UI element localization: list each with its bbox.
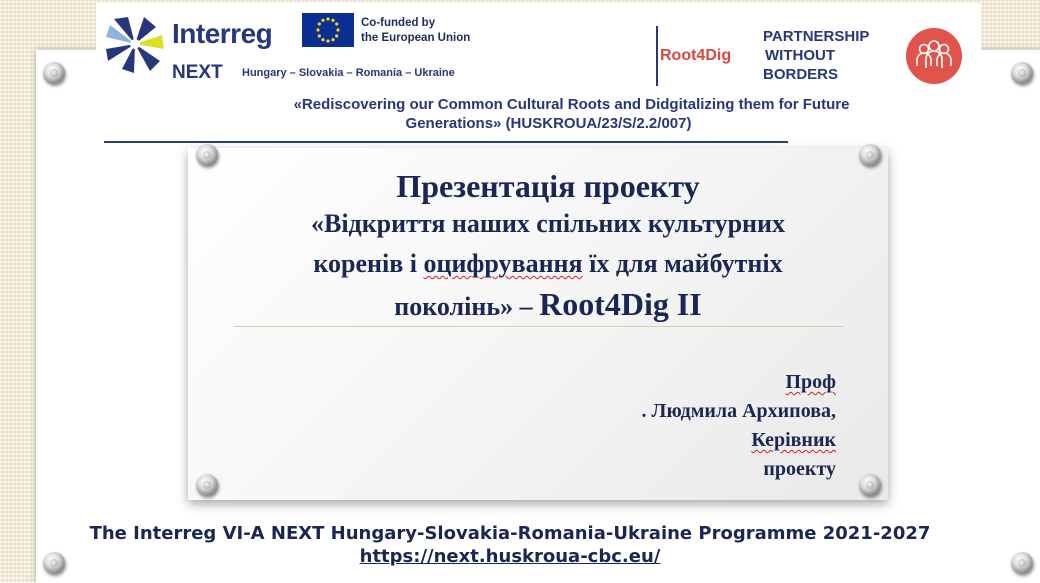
title-segment: поколінь» – <box>394 292 540 321</box>
title-line <box>188 284 888 327</box>
author-title-spellcheck: Проф <box>785 371 836 393</box>
author-role-spellcheck: Керівник <box>751 429 836 451</box>
project-title-line: Generations» (HUSKROUA/23/S/2.2/007) <box>405 115 692 132</box>
thumbtack-icon <box>196 474 218 496</box>
project-title-line: «Rediscovering our Common Cultural Roots and Didgitalizing them for Future <box>293 96 850 113</box>
partnership-without-borders <box>763 27 869 84</box>
cofunded-line: the European Union <box>361 32 471 44</box>
cofunded-line: Co-funded by <box>361 17 436 29</box>
partnership-line: BORDERS <box>763 66 839 83</box>
title-segment: їх для майбутніх <box>582 249 783 278</box>
author-name <box>642 368 836 426</box>
title-project-name: Root4Dig II <box>539 286 702 322</box>
header-banner <box>96 3 981 143</box>
title-card <box>188 148 888 500</box>
interreg-wordmark: Interreg <box>172 18 273 49</box>
title-segment-spellcheck: оцифрування <box>423 249 583 278</box>
programme-regions: Hungary – Slovakia – Romania – Ukraine <box>242 67 455 79</box>
interreg-logo-icon <box>104 13 166 75</box>
root4dig-wordmark: Root4Dig <box>660 47 732 64</box>
thumbtack-icon <box>1011 62 1033 84</box>
thumbtack-icon <box>196 144 218 166</box>
footer <box>0 522 1020 568</box>
presentation-title <box>188 168 888 327</box>
project-title-english <box>96 95 981 133</box>
eu-flag-icon <box>302 13 354 47</box>
thumbtack-icon <box>859 144 881 166</box>
thumbtack-icon <box>43 62 65 84</box>
partnership-people-icon <box>906 28 962 84</box>
title-underline <box>234 326 844 327</box>
thumbtack-icon <box>859 474 881 496</box>
partnership-line: WITHOUT <box>765 47 835 64</box>
cofunded-eu-label <box>361 16 501 46</box>
header-divider <box>656 26 658 86</box>
author-role-text: проекту <box>763 458 836 480</box>
header-underline <box>104 141 788 143</box>
author-name-text: . Людмила Архипова, <box>641 400 836 422</box>
title-line: «Відкриття наших спільних культурних <box>310 209 786 238</box>
programme-name: The Interreg VI-A NEXT Hungary-Slovakia-Romania-Ukraine Programme 2021-2027 <box>89 523 931 544</box>
next-wordmark: NEXT <box>172 62 223 83</box>
title-segment: коренів і <box>313 249 424 278</box>
partnership-line: PARTNERSHIP <box>763 28 870 45</box>
author-block <box>642 368 836 484</box>
author-role <box>642 426 836 484</box>
programme-url-link[interactable]: https://next.huskroua-cbc.eu/ <box>359 546 661 567</box>
title-line: Презентація проекту <box>396 168 700 204</box>
title-line <box>188 244 888 284</box>
